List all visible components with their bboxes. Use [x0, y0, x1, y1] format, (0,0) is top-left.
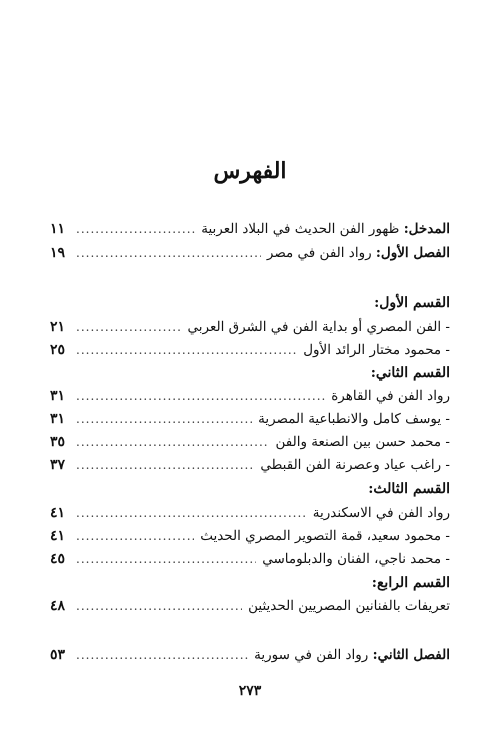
toc-page-number: ٥٣ [50, 647, 66, 663]
dot-leader [76, 389, 325, 403]
toc-entry-chapter-1 [50, 242, 450, 264]
dot-leader [76, 343, 297, 357]
dot-leader [76, 412, 252, 426]
toc-entry-title: رواد الفن في مصر [266, 245, 376, 261]
dot-leader [76, 458, 254, 472]
toc-entry [50, 408, 450, 430]
toc-page-number: ١٩ [50, 245, 66, 261]
toc-entry [50, 548, 450, 570]
toc-entry-title: رواد الفن في القاهرة [331, 388, 450, 404]
toc-entry [50, 339, 450, 361]
toc-entry [50, 431, 450, 453]
toc-entry-title: - محمد ناجي، الفنان والدبلوماسي [262, 551, 450, 567]
toc-entry-title: - راغب عياد وعصرنة الفن القبطي [260, 457, 450, 473]
toc-entry-prefix: المدخل: [403, 221, 450, 237]
toc-entry [50, 385, 450, 407]
section-heading-3: القسم الثالث: [368, 481, 450, 497]
toc-page-number: ٤٥ [50, 551, 66, 567]
dot-leader [76, 320, 182, 334]
toc-page-number: ٤٨ [50, 598, 66, 614]
toc-entry [50, 454, 450, 476]
toc-entry-title: رواد الفن في الاسكندرية [312, 505, 450, 521]
toc-entry-title: - يوسف كامل والانطباعية المصرية [258, 411, 450, 427]
toc-entry-title: ظهور الفن الحديث في البلاد العربية [201, 221, 404, 237]
dot-leader [76, 552, 256, 566]
toc-page-number: ٢١ [50, 319, 66, 335]
dot-leader [76, 222, 195, 236]
toc-page-number: ٤١ [50, 528, 66, 544]
section-heading-1: القسم الأول: [374, 295, 450, 311]
toc-page-number: ٤١ [50, 505, 66, 521]
section-heading-2: القسم الثاني: [370, 365, 450, 381]
toc-page-number: ٣٥ [50, 434, 66, 450]
toc-page-number: ٣٧ [50, 457, 66, 473]
toc-entry-title: - محمود سعيد، قمة التصوير المصري الحديث [200, 528, 450, 544]
toc-page-number: ١١ [50, 221, 66, 237]
toc-page-number: ٣١ [50, 388, 66, 404]
toc-entry-title: رواد الفن في سورية [254, 647, 373, 663]
dot-leader [76, 529, 194, 543]
toc-entry-prefix: الفصل الثاني: [372, 647, 450, 663]
toc-entry [50, 502, 450, 524]
dot-leader [76, 599, 242, 613]
toc-entry-chapter-2 [50, 644, 450, 666]
toc-page-number: ٣١ [50, 411, 66, 427]
dot-leader [76, 506, 307, 520]
toc-entry-introduction [50, 218, 450, 240]
toc-entry-title: - الفن المصري أو بداية الفن في الشرق العربي [188, 319, 450, 335]
toc-entry-title: - محمد حسن بين الصنعة والفن [275, 434, 450, 450]
toc-page-number: ٢٥ [50, 342, 66, 358]
page-title: الفهرس [213, 158, 287, 184]
dot-leader [76, 435, 269, 449]
dot-leader [76, 246, 261, 260]
toc-entry-title: - محمود مختار الرائد الأول [303, 342, 450, 358]
toc-entry [50, 525, 450, 547]
toc-entry [50, 316, 450, 338]
dot-leader [76, 648, 248, 662]
toc-entry [50, 595, 450, 617]
toc-entry-prefix: الفصل الأول: [375, 245, 450, 261]
section-heading-4: القسم الرابع: [371, 575, 450, 591]
toc-entry-title: تعريفات بالفنانين المصريين الحديثين [248, 598, 450, 614]
page-number-footer: ٢٧٣ [238, 683, 262, 699]
